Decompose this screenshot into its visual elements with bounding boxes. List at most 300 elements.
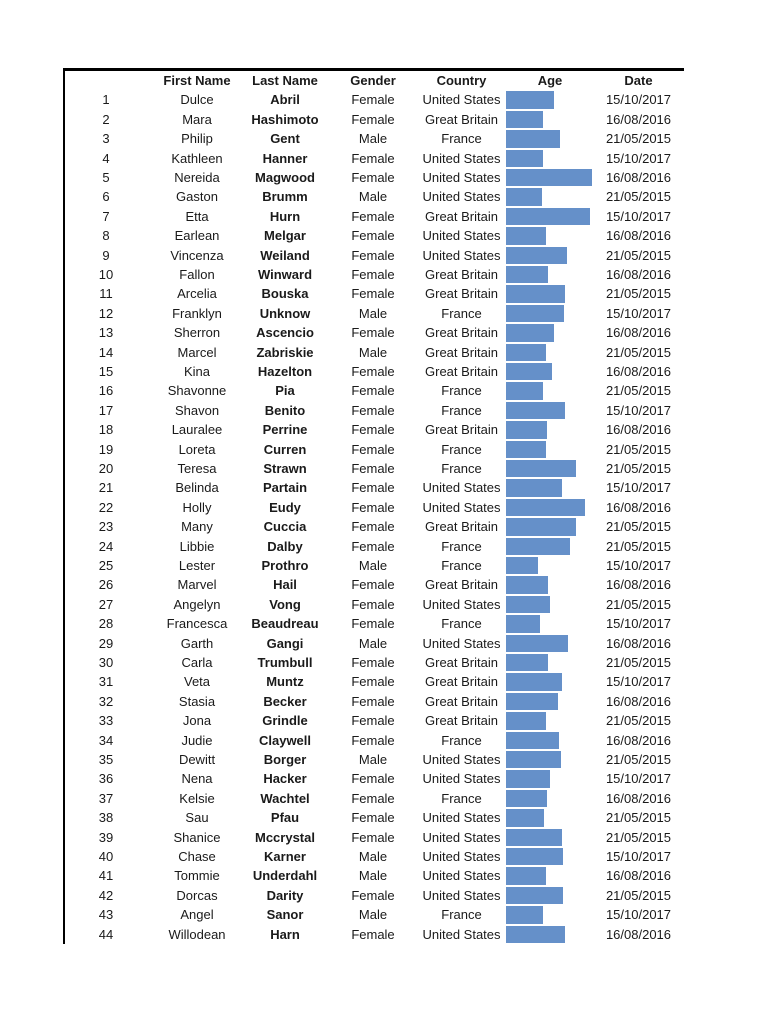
age-data-bar <box>506 732 559 749</box>
gender-cell: Female <box>351 538 395 554</box>
date-cell: 15/10/2017 <box>605 150 672 166</box>
gender-cell: Female <box>351 247 395 263</box>
last-name-cell: Prothro <box>261 558 309 573</box>
age-data-bar <box>506 266 548 283</box>
gender-cell: Male <box>358 305 388 321</box>
age-data-bar <box>506 188 542 205</box>
date-cell: 21/05/2015 <box>605 596 672 612</box>
country-cell: France <box>441 558 482 573</box>
first-name-cell: Etta <box>185 208 209 224</box>
row-number: 4 <box>102 150 110 166</box>
row-number: 17 <box>98 402 114 418</box>
first-name-cell: Angelyn <box>173 596 221 612</box>
first-name-cell: Marcel <box>177 344 217 360</box>
last-name-cell: Trumbull <box>257 655 313 670</box>
first-name-cell: Philip <box>181 131 213 147</box>
last-name-cell: Winward <box>257 267 313 282</box>
country-cell: United States <box>422 887 501 903</box>
row-number: 22 <box>98 499 114 515</box>
last-name-cell: Benito <box>264 402 306 418</box>
country-cell: France <box>441 461 482 476</box>
row-number: 5 <box>102 170 110 185</box>
gender-cell: Female <box>351 577 395 593</box>
table-row <box>63 595 684 614</box>
age-data-bar <box>506 926 565 943</box>
country-cell: Great Britain <box>425 422 498 438</box>
gender-cell: Female <box>351 616 395 632</box>
date-cell: 16/08/2016 <box>605 170 672 185</box>
row-number: 33 <box>98 713 114 729</box>
row-number: 8 <box>102 228 110 244</box>
age-data-bar <box>506 130 560 147</box>
country-cell: Great Britain <box>425 655 498 670</box>
table-row <box>63 498 684 517</box>
country-cell: France <box>441 131 482 147</box>
age-data-bar <box>506 848 563 865</box>
table-row <box>63 304 684 323</box>
gender-cell: Female <box>351 596 395 612</box>
first-name-cell: Sau <box>185 810 209 826</box>
row-number: 31 <box>98 674 114 690</box>
age-data-bar <box>506 751 561 768</box>
first-name-cell: Nena <box>181 771 213 787</box>
date-cell: 21/05/2015 <box>605 519 672 535</box>
last-name-cell: Unknow <box>259 305 311 321</box>
last-name-cell: Claywell <box>258 732 312 748</box>
header-gender: Gender <box>350 73 396 88</box>
date-cell: 21/05/2015 <box>605 286 672 302</box>
header-last-name: Last Name <box>252 73 318 88</box>
country-cell: France <box>441 383 482 399</box>
header-date: Date <box>624 73 653 88</box>
country-cell: United States <box>422 926 501 942</box>
date-cell: 15/10/2017 <box>605 558 672 573</box>
table-row <box>63 653 684 672</box>
first-name-cell: Stasia <box>178 693 216 709</box>
table-row <box>63 925 684 944</box>
country-cell: United States <box>422 868 501 884</box>
age-data-bar <box>506 285 565 302</box>
table-row <box>63 343 684 362</box>
row-number: 20 <box>98 461 114 476</box>
age-data-bar <box>506 169 592 186</box>
age-data-bar <box>506 596 550 613</box>
first-name-cell: Shanice <box>173 829 221 845</box>
gender-cell: Female <box>351 325 395 341</box>
table-row <box>63 207 684 226</box>
table-row <box>63 789 684 808</box>
first-name-cell: Angel <box>180 907 214 923</box>
country-cell: United States <box>422 480 501 496</box>
data-table <box>63 68 684 944</box>
table-row <box>63 517 684 536</box>
age-data-bar <box>506 654 548 671</box>
gender-cell: Female <box>351 461 395 476</box>
row-number: 28 <box>98 616 114 632</box>
country-cell: Great Britain <box>425 267 498 282</box>
age-data-bar <box>506 227 546 244</box>
last-name-cell: Perrine <box>262 422 308 438</box>
last-name-cell: Hanner <box>262 150 308 166</box>
table-row <box>63 226 684 245</box>
gender-cell: Female <box>351 383 395 399</box>
last-name-cell: Wachtel <box>260 790 310 806</box>
country-cell: United States <box>422 247 501 263</box>
last-name-cell: Sanor <box>266 907 304 923</box>
first-name-cell: Judie <box>181 732 213 748</box>
country-cell: Great Britain <box>425 208 498 224</box>
header-num <box>76 71 136 90</box>
age-data-bar <box>506 770 550 787</box>
date-cell: 15/10/2017 <box>605 907 672 923</box>
country-cell: France <box>441 538 482 554</box>
row-number: 38 <box>98 810 114 826</box>
row-number: 30 <box>98 655 114 670</box>
gender-cell: Male <box>358 344 388 360</box>
gender-cell: Male <box>358 189 388 205</box>
first-name-cell: Kathleen <box>171 150 223 166</box>
date-cell: 16/08/2016 <box>605 635 672 651</box>
last-name-cell: Karner <box>264 849 306 864</box>
age-data-bar <box>506 518 576 535</box>
age-data-bar <box>506 91 554 108</box>
row-number: 11 <box>99 286 113 302</box>
date-cell: 16/08/2016 <box>605 577 672 593</box>
table-row <box>63 886 684 905</box>
date-cell: 16/08/2016 <box>605 868 672 884</box>
date-cell: 15/10/2017 <box>605 616 672 632</box>
last-name-cell: Partain <box>262 480 308 496</box>
date-cell: 21/05/2015 <box>605 247 672 263</box>
gender-cell: Female <box>351 519 395 535</box>
country-cell: United States <box>422 499 501 515</box>
first-name-cell: Jona <box>182 713 212 729</box>
country-cell: United States <box>422 228 501 244</box>
gender-cell: Female <box>351 267 395 282</box>
gender-cell: Female <box>351 713 395 729</box>
gender-cell: Female <box>351 693 395 709</box>
row-number: 19 <box>98 441 114 457</box>
first-name-cell: Marvel <box>177 577 217 593</box>
age-data-bar <box>506 111 543 128</box>
gender-cell: Female <box>351 208 395 224</box>
last-name-cell: Borger <box>263 752 307 767</box>
gender-cell: Female <box>351 402 395 418</box>
header-age: Age <box>537 73 563 88</box>
date-cell: 16/08/2016 <box>605 111 672 127</box>
first-name-cell: Shavon <box>174 402 220 418</box>
row-number: 10 <box>98 267 114 282</box>
table-row <box>63 828 684 847</box>
last-name-cell: Harn <box>270 926 300 942</box>
age-data-bar <box>506 887 563 904</box>
table-row <box>63 711 684 730</box>
date-cell: 21/05/2015 <box>605 655 672 670</box>
first-name-cell: Francesca <box>166 616 228 632</box>
last-name-cell: Melgar <box>264 228 306 244</box>
row-number: 34 <box>98 732 114 748</box>
first-name-cell: Kelsie <box>179 790 215 806</box>
age-data-bar <box>506 635 568 652</box>
country-cell: United States <box>422 596 501 612</box>
header-first-name: First Name <box>163 73 231 88</box>
row-number: 40 <box>98 849 114 864</box>
country-cell: France <box>441 305 482 321</box>
row-number: 32 <box>98 693 114 709</box>
row-number: 24 <box>98 538 114 554</box>
gender-cell: Male <box>358 907 388 923</box>
first-name-cell: Willodean <box>168 926 226 942</box>
table-row <box>63 672 684 691</box>
row-number: 26 <box>98 577 114 593</box>
gender-cell: Male <box>358 868 388 884</box>
age-data-bar <box>506 673 562 690</box>
row-number: 16 <box>98 383 114 399</box>
first-name-cell: Nereida <box>174 170 220 185</box>
table-row <box>63 246 684 265</box>
gender-cell: Female <box>351 92 395 108</box>
last-name-cell: Eudy <box>269 499 301 515</box>
gender-cell: Female <box>351 829 395 845</box>
country-cell: France <box>441 441 482 457</box>
last-name-cell: Curren <box>263 441 307 457</box>
age-data-bar <box>506 208 590 225</box>
row-number: 37 <box>98 790 114 806</box>
table-row <box>63 401 684 420</box>
country-cell: Great Britain <box>425 111 498 127</box>
last-name-cell: Dalby <box>267 538 303 554</box>
last-name-cell: Hail <box>273 577 297 593</box>
date-cell: 21/05/2015 <box>605 344 672 360</box>
row-number: 15 <box>98 364 114 379</box>
date-cell: 16/08/2016 <box>605 732 672 748</box>
last-name-cell: Pfau <box>270 810 300 826</box>
table-row <box>63 110 684 129</box>
table-row <box>63 692 684 711</box>
row-number: 27 <box>98 596 114 612</box>
country-cell: United States <box>422 150 501 166</box>
row-number: 43 <box>98 907 114 923</box>
last-name-cell: Underdahl <box>252 868 318 884</box>
date-cell: 21/05/2015 <box>605 461 672 476</box>
first-name-cell: Carla <box>181 655 213 670</box>
row-number: 36 <box>98 771 114 787</box>
first-name-cell: Dorcas <box>176 887 218 903</box>
table-row <box>63 168 684 187</box>
country-cell: Great Britain <box>425 325 498 341</box>
first-name-cell: Vincenza <box>170 247 224 263</box>
country-cell: France <box>441 907 482 923</box>
row-number: 29 <box>98 635 114 651</box>
first-name-cell: Holly <box>182 499 212 515</box>
row-number: 7 <box>102 208 110 224</box>
age-data-bar <box>506 790 547 807</box>
last-name-cell: Hurn <box>269 208 301 224</box>
date-cell: 15/10/2017 <box>605 771 672 787</box>
gender-cell: Male <box>358 131 388 147</box>
gender-cell: Female <box>351 926 395 942</box>
row-number: 3 <box>102 131 110 147</box>
first-name-cell: Veta <box>183 674 211 690</box>
first-name-cell: Many <box>181 519 213 535</box>
age-data-bar <box>506 402 565 419</box>
last-name-cell: Gent <box>270 131 300 147</box>
table-row <box>63 440 684 459</box>
age-data-bar <box>506 693 558 710</box>
date-cell: 21/05/2015 <box>605 189 672 205</box>
last-name-cell: Muntz <box>266 674 304 690</box>
row-number: 23 <box>98 519 114 535</box>
first-name-cell: Chase <box>178 849 216 864</box>
row-number: 9 <box>102 247 110 263</box>
country-cell: France <box>441 402 482 418</box>
table-row <box>63 634 684 653</box>
row-number: 18 <box>98 422 114 438</box>
table-row <box>63 866 684 885</box>
date-cell: 16/08/2016 <box>605 228 672 244</box>
last-name-cell: Ascencio <box>256 325 314 341</box>
table-row <box>63 575 684 594</box>
gender-cell: Female <box>351 170 395 185</box>
row-number: 41 <box>98 868 114 884</box>
first-name-cell: Shavonne <box>167 383 227 399</box>
first-name-cell: Teresa <box>177 461 217 476</box>
last-name-cell: Darity <box>266 887 304 903</box>
gender-cell: Female <box>351 422 395 438</box>
first-name-cell: Sherron <box>173 325 221 341</box>
age-data-bar <box>506 829 562 846</box>
first-name-cell: Dulce <box>180 92 214 108</box>
table-row <box>63 149 684 168</box>
last-name-cell: Becker <box>263 693 307 709</box>
country-cell: United States <box>422 752 501 767</box>
gender-cell: Female <box>351 499 395 515</box>
date-cell: 21/05/2015 <box>605 131 672 147</box>
last-name-cell: Vong <box>269 596 301 612</box>
first-name-cell: Tommie <box>174 868 220 884</box>
first-name-cell: Gaston <box>176 189 218 205</box>
gender-cell: Male <box>358 752 388 767</box>
age-data-bar <box>506 615 540 632</box>
table-row <box>63 323 684 342</box>
age-data-bar <box>506 382 543 399</box>
country-cell: France <box>441 790 482 806</box>
country-cell: United States <box>422 829 501 845</box>
table-row <box>63 381 684 400</box>
row-number: 25 <box>98 558 114 573</box>
gender-cell: Female <box>351 732 395 748</box>
country-cell: Great Britain <box>425 364 498 379</box>
table-row <box>63 808 684 827</box>
table-row <box>63 420 684 439</box>
age-data-bar <box>506 538 570 555</box>
gender-cell: Female <box>351 790 395 806</box>
gender-cell: Female <box>351 480 395 496</box>
country-cell: Great Britain <box>425 674 498 690</box>
age-data-bar <box>506 499 585 516</box>
gender-cell: Female <box>351 655 395 670</box>
first-name-cell: Loreta <box>178 441 216 457</box>
date-cell: 15/10/2017 <box>605 305 672 321</box>
gender-cell: Female <box>351 228 395 244</box>
date-cell: 21/05/2015 <box>605 829 672 845</box>
date-cell: 16/08/2016 <box>605 790 672 806</box>
country-cell: United States <box>422 810 501 826</box>
country-cell: Great Britain <box>425 693 498 709</box>
table-row <box>63 750 684 769</box>
date-cell: 16/08/2016 <box>605 926 672 942</box>
date-cell: 21/05/2015 <box>605 752 672 767</box>
first-name-cell: Dewitt <box>178 752 216 767</box>
first-name-cell: Garth <box>180 635 214 651</box>
last-name-cell: Strawn <box>263 461 307 476</box>
first-name-cell: Belinda <box>175 480 219 496</box>
last-name-cell: Hazelton <box>257 364 313 379</box>
date-cell: 16/08/2016 <box>605 422 672 438</box>
gender-cell: Female <box>351 810 395 826</box>
date-cell: 16/08/2016 <box>605 499 672 515</box>
row-number: 2 <box>102 111 110 127</box>
gender-cell: Male <box>358 849 388 864</box>
last-name-cell: Grindle <box>262 713 308 729</box>
country-cell: United States <box>422 170 501 185</box>
date-cell: 21/05/2015 <box>605 810 672 826</box>
first-name-cell: Libbie <box>179 538 215 554</box>
date-cell: 15/10/2017 <box>605 402 672 418</box>
age-data-bar <box>506 576 548 593</box>
gender-cell: Male <box>358 635 388 651</box>
date-cell: 21/05/2015 <box>605 713 672 729</box>
date-cell: 16/08/2016 <box>605 693 672 709</box>
row-number: 35 <box>98 752 114 767</box>
country-cell: Great Britain <box>425 286 498 302</box>
first-name-cell: Mara <box>182 111 212 127</box>
table-row <box>63 265 684 284</box>
age-data-bar <box>506 344 546 361</box>
age-data-bar <box>506 906 543 923</box>
date-cell: 15/10/2017 <box>605 849 672 864</box>
table-row <box>63 905 684 924</box>
age-data-bar <box>506 305 564 322</box>
first-name-cell: Arcelia <box>177 286 217 302</box>
table-row <box>63 90 684 109</box>
date-cell: 15/10/2017 <box>605 674 672 690</box>
gender-cell: Female <box>351 364 395 379</box>
date-cell: 16/08/2016 <box>605 325 672 341</box>
gender-cell: Male <box>358 558 388 573</box>
gender-cell: Female <box>351 150 395 166</box>
table-row <box>63 556 684 575</box>
last-name-cell: Beaudreau <box>251 616 319 632</box>
age-data-bar <box>506 867 546 884</box>
first-name-cell: Kina <box>183 364 211 379</box>
header-country: Country <box>436 73 487 88</box>
first-name-cell: Franklyn <box>172 305 222 321</box>
age-data-bar <box>506 324 554 341</box>
gender-cell: Female <box>351 111 395 127</box>
country-cell: France <box>441 616 482 632</box>
last-name-cell: Abril <box>270 92 300 108</box>
country-cell: Great Britain <box>425 577 498 593</box>
age-data-bar <box>506 479 562 496</box>
table-row <box>63 731 684 750</box>
table-row <box>63 362 684 381</box>
last-name-cell: Hacker <box>263 771 307 787</box>
country-cell: United States <box>422 771 501 787</box>
age-data-bar <box>506 363 552 380</box>
last-name-cell: Brumm <box>262 189 308 205</box>
row-number: 21 <box>98 480 114 496</box>
